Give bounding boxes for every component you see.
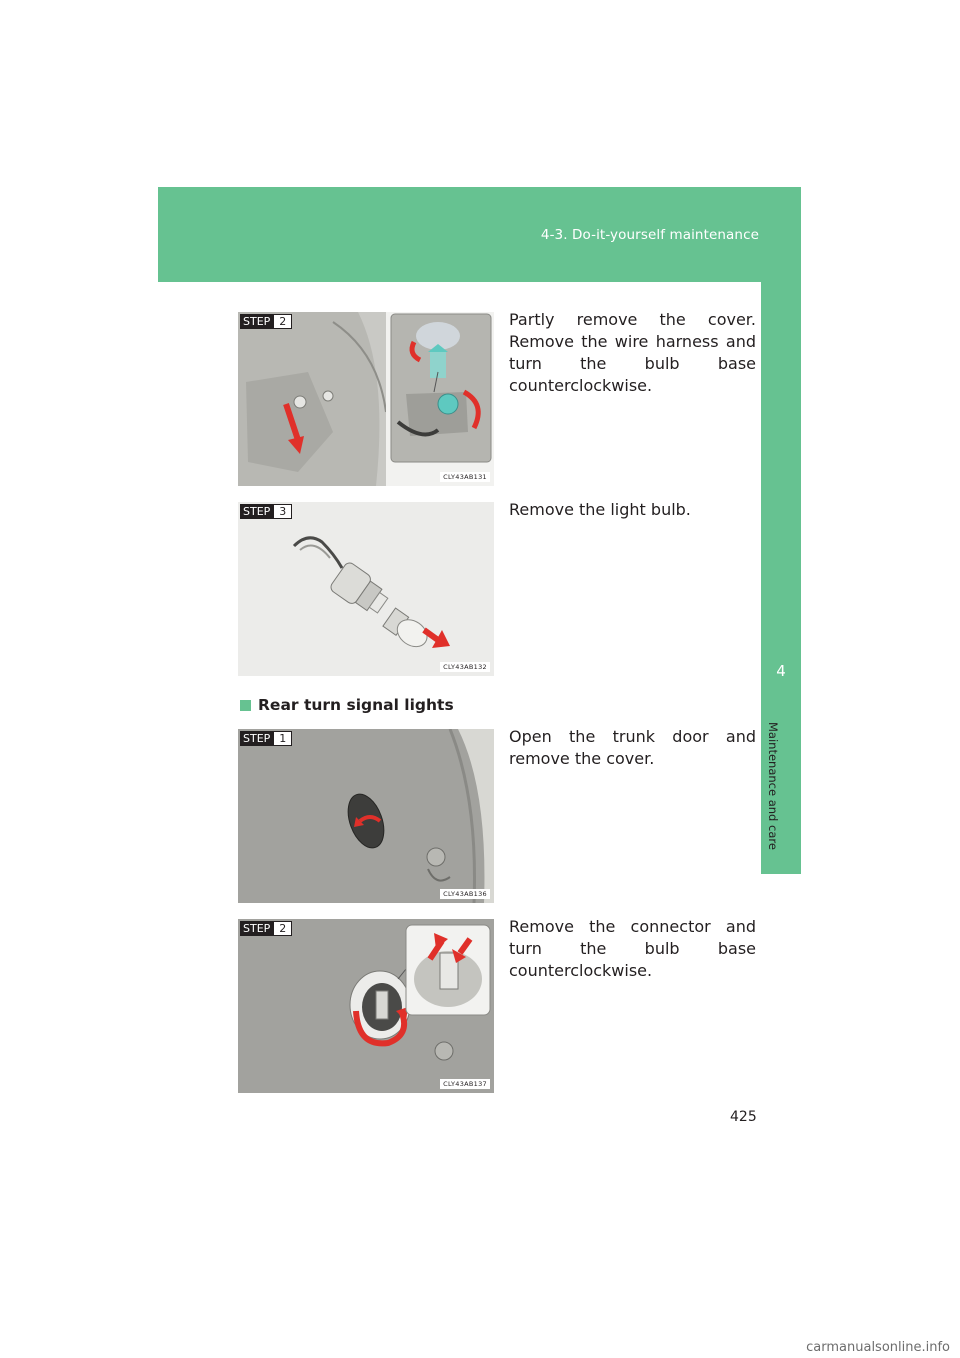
- square-bullet-icon: [240, 700, 251, 711]
- step-number: 2: [273, 921, 292, 936]
- chapter-label: Maintenance and care: [766, 722, 780, 850]
- step-word: STEP: [240, 504, 273, 519]
- step-number: 2: [273, 314, 292, 329]
- watermark-strip: [0, 1338, 960, 1358]
- step-instruction: Open the trunk door and remove the cover.: [509, 727, 756, 768]
- figure-code: CLY43AB132: [440, 662, 490, 672]
- figure-code: CLY43AB137: [440, 1079, 490, 1089]
- section-heading: [240, 696, 454, 714]
- step-badge: [240, 504, 292, 519]
- step-instruction: Partly remove the cover. Remove the wire harness and turn the bulb base counterclockwise.: [509, 310, 756, 395]
- section-title: 4-3. Do-it-yourself maintenance: [540, 227, 759, 243]
- cover-removal-illustration: [238, 312, 494, 486]
- figure-step3-bulb: [238, 502, 494, 676]
- figure-step1-trunk: [238, 729, 494, 903]
- watermark-text[interactable]: carmanualsonline.info: [806, 1340, 950, 1355]
- step-badge: [240, 921, 292, 936]
- page-number: 425: [730, 1109, 757, 1125]
- connector-removal-illustration: [238, 919, 494, 1093]
- step-word: STEP: [240, 314, 273, 329]
- step-instruction: Remove the connector and turn the bulb base counterclockwise.: [509, 917, 756, 980]
- chapter-number: 4: [776, 662, 786, 680]
- trunk-cover-illustration: [238, 729, 494, 903]
- figure-code: CLY43AB131: [440, 472, 490, 482]
- figure-step2-connector: [238, 919, 494, 1093]
- step-badge: [240, 314, 292, 329]
- bulb-removal-illustration: [238, 502, 494, 676]
- step-instruction: Remove the light bulb.: [509, 500, 691, 519]
- figure-step2-cover: [238, 312, 494, 486]
- section-heading-text: Rear turn signal lights: [258, 696, 454, 714]
- header-band: [158, 187, 801, 282]
- step-badge: [240, 731, 292, 746]
- step-word: STEP: [240, 731, 273, 746]
- figure-code: CLY43AB136: [440, 889, 490, 899]
- step-number: 1: [273, 731, 292, 746]
- step-number: 3: [273, 504, 292, 519]
- step-word: STEP: [240, 921, 273, 936]
